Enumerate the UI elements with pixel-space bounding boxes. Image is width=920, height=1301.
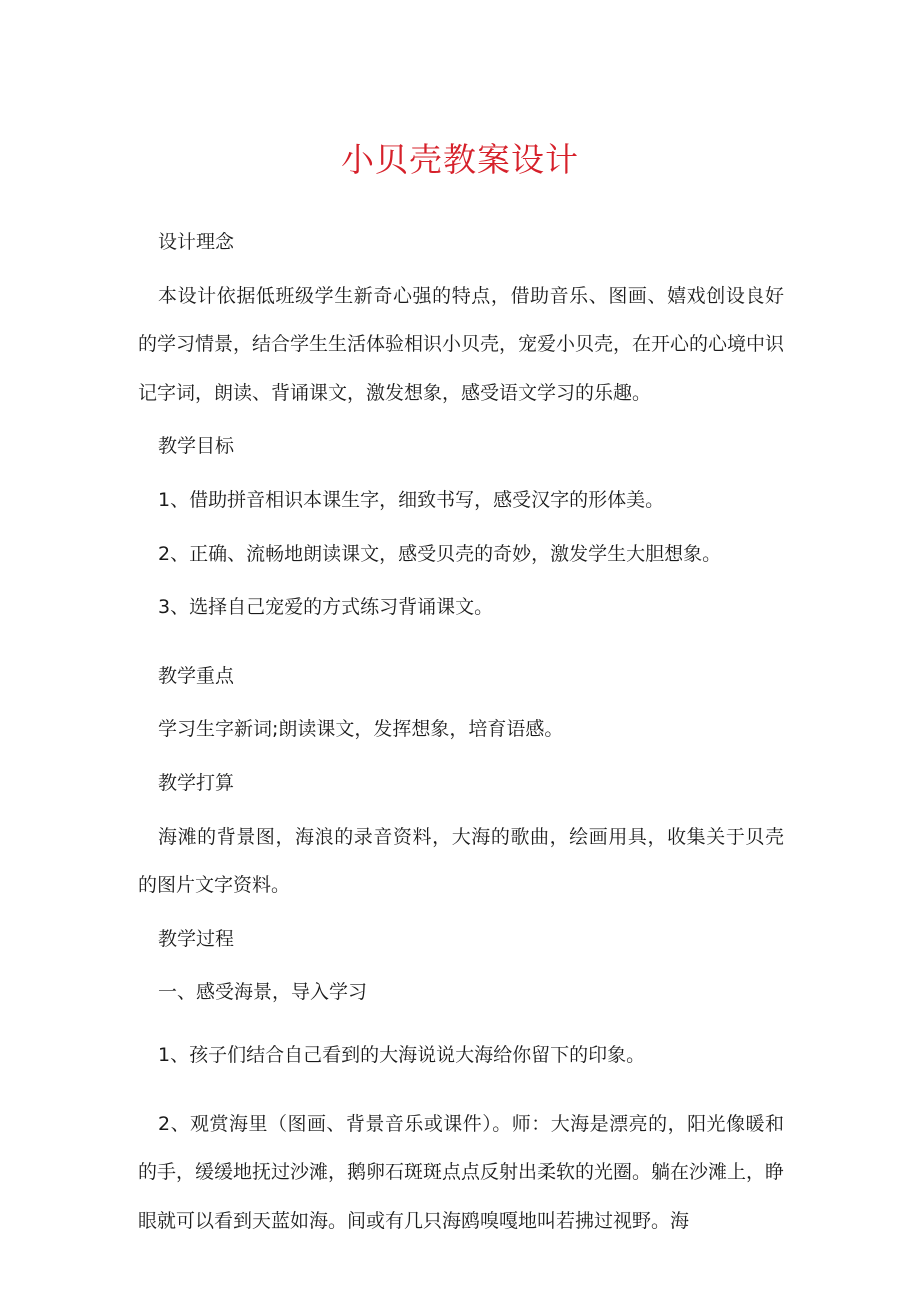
section-heading-design-concept: 设计理念 [158,231,235,253]
list-item-goal-3: 3、选择自己宠爱的方式练习背诵课文。 [158,596,494,619]
paragraph-teaching-focus: 学习生字新词;朗读课文，发挥想象，培育语感。 [158,718,564,741]
section-heading-teaching-preparation: 教学打算 [158,771,235,794]
section-heading-teaching-process: 教学过程 [158,927,235,950]
list-item-step-1-2: 2、观赏海里（图画、背景音乐或课件）。师：大海是漂亮的，阳光像暖和的手，缓缓地抚过沙滩，鹅卵石斑斑点点反射出柔软的光圈。躺在沙滩上，睁眼就可以看到天蓝如海。间或有几只海鸥嗅嘎地叫若拂过视野。海 [138,1112,785,1232]
paragraph-design-concept: 本设计依据低班级学生新奇心强的特点，借助音乐、图画、嬉戏创设良好的学习情景，结合学生生活体验相识小贝壳，宠爱小贝壳，在开心的心境中识记字词，朗读、背诵课文，激发想象，感受语文学习的乐趣。 [138,284,785,404]
section-heading-teaching-goals: 教学目标 [158,435,235,458]
list-item-step-1-1: 1、孩子们结合自己看到的大海说说大海给你留下的印象。 [158,1043,646,1066]
document-body [138,218,784,1245]
list-item-goal-1: 1、借助拼音相识本课生字，细致书写，感受汉字的形体美。 [158,488,665,511]
section-heading-teaching-focus: 教学重点 [158,664,235,687]
list-item-goal-2: 2、正确、流畅地朗读课文，感受贝壳的奇妙，激发学生大胆想象。 [158,542,722,565]
document-title: 小贝壳教案设计 [341,140,579,179]
subheading-step-1: 一、感受海景，导入学习 [158,981,368,1004]
paragraph-teaching-preparation: 海滩的背景图，海浪的录音资料，大海的歌曲，绘画用具，收集关于贝壳的图片文字资料。 [138,825,784,897]
